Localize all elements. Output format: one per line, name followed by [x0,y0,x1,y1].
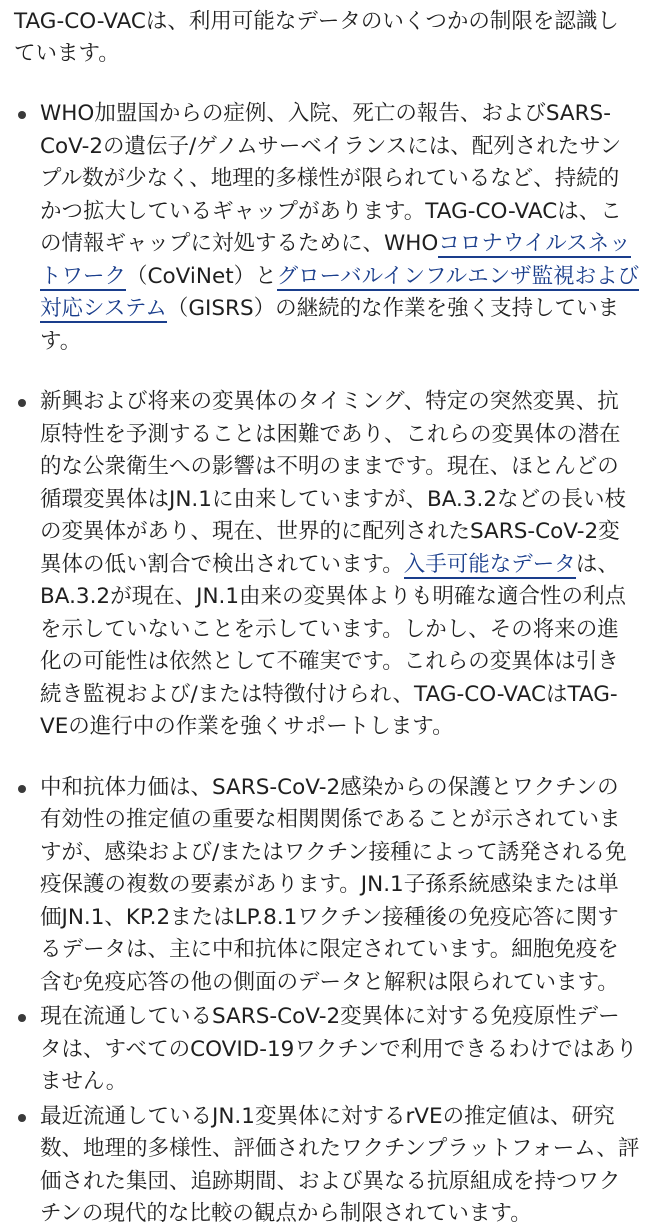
intro-paragraph: TAG-CO-VACは、利用可能なデータのいくつかの制限を認識しています。 [14,9,619,66]
list-item-text: 新興および将来の変異体のタイミング、特定の突然変異、抗原特性を予測することは困難であり、これらの変異体の潜在的な公衆衛生への影響は不明のままです。現在、ほとんどの循環変異体はJN.1に由来していますが、BA.3.2などの長い枝の変異体があり、現在、世界的に配列されたSARS-CoV-2変異体の低い割合で検出されています。 [40,389,627,577]
list-item-text: 中和抗体力価は、SARS-CoV-2感染からの保護とワクチンの有効性の推定値の重要な相関関係であることが示されていますが、感染および/またはワクチン接種によって誘発される免疫保護の複数の要素があります。JN.1子孫系統感染または単価JN.1、KP.2またはLP.8.1ワクチン接種後の免疫応答に関するデータは、主に中和抗体に限定されています。細胞免疫を含む免疫応答の他の側面のデータと解釈は限られています。 [40,774,627,995]
list-item [14,1001,640,1099]
list-item-text: （CoViNet）と [126,263,277,289]
covinet-link[interactable]: コロナウイルスネットワーク [40,231,631,289]
list-item [14,772,640,1000]
list-item-text: WHO加盟国からの症例、入院、死亡の報告、およびSARS-CoV-2の遺伝子/ゲノムサーベイランスには、配列されたサンプル数が少なく、地理的多様性が限られているなど、持続的かつ拡大しているギャップがあります。TAG-CO-VACは、この情報ギャップに対処するために、WHO [40,101,622,256]
gisrs-link[interactable]: グローバルインフルエンザ監視および対応システム [40,263,640,321]
available-data-link[interactable]: 入手可能なデータ [403,551,576,577]
list-item-text: 最近流通しているJN.1変異体に対するrVEの推定値は、研究数、地理的多様性、評価されたワクチンプラットフォーム、評価された集団、追跡期間、および異なる抗原組成を持つワクチンの現代的な比較の観点から制限されています。 [40,1103,640,1226]
list-item [14,1101,640,1231]
list-item-text: 現在流通しているSARS-CoV-2変異体に対する免疫原性データは、すべてのCOVID-19ワクチンで利用できるわけではありません。 [40,1004,638,1094]
list-item [14,98,640,358]
list-item-text: は、BA.3.2が現在、JN.1由来の変異体よりも明確な適合性の利点を示していないことを示しています。しかし、その将来の進化の可能性は依然として不確実です。これらの変異体は引き続き監視および/または特徴付けられ、TAG-CO-VACはTAG-VEの進行中の作業を強くサポートします。 [40,551,627,739]
limitations-list [14,98,640,1231]
list-item-text: （GISRS）の継続的な作業を強く支持しています。 [40,296,620,354]
list-item [14,386,640,744]
